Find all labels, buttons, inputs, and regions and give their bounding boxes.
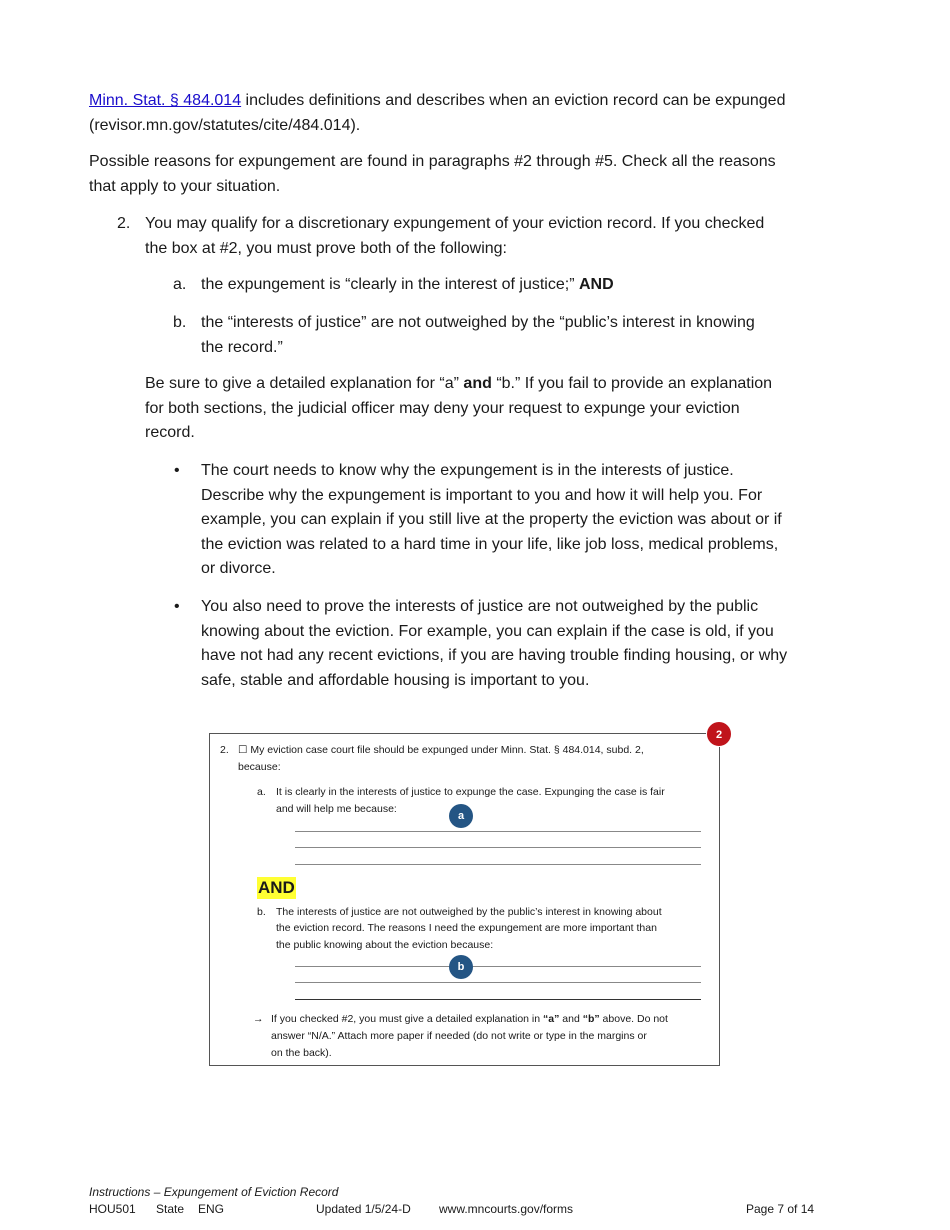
item-2-number: 2. (117, 215, 131, 232)
answer-line-b-3 (295, 999, 701, 1000)
bullet-1-text (201, 459, 861, 582)
bullet-2-line-2: knowing about the eviction. For example, you can explain if the case is old, if you (201, 622, 774, 640)
footer-state: State (156, 1202, 185, 1216)
callout-b-badge: b (449, 955, 473, 979)
reasons-line-1: Possible reasons for expungement are found in paragraphs #2 through #5. Check all the reasons (89, 153, 776, 170)
note-b: “b” (582, 1013, 600, 1025)
intro-line-2: (revisor.mn.gov/statutes/cite/484.014). (89, 116, 361, 134)
bullet-2-line-4: safe, stable and affordable housing is important to you. (201, 671, 590, 689)
item-2-line-2: the box at #2, you must prove both of the following: (145, 239, 507, 257)
sub-b-line-1: the “interests of justice” are not outweighed by the “public’s interest in knowing (201, 314, 755, 331)
and-highlight: AND (258, 878, 295, 897)
bullet-1-dot: • (174, 462, 180, 479)
explanation-and: and (463, 375, 492, 392)
form-item-number: 2. (220, 744, 229, 756)
footer-updated: Updated 1/5/24-D (316, 1202, 411, 1216)
form-note-line-1 (271, 1011, 668, 1028)
form-b-line-2: the eviction record. The reasons I need the expungement are more important than (276, 922, 657, 934)
answer-line-b-2 (295, 982, 701, 983)
note-a: “a” (543, 1013, 560, 1025)
sub-a-label: a. (173, 276, 187, 293)
form-a-line-2: and will help me because: (276, 803, 397, 815)
form-a-label: a. (257, 786, 266, 798)
form-note-line-3: on the back). (271, 1047, 332, 1059)
explanation-line-1 (145, 372, 865, 397)
explanation-pre: Be sure to give a detailed explanation for “a” (145, 375, 464, 392)
explanation-line-2: for both sections, the judicial officer may deny your request to expunge your eviction (145, 399, 740, 417)
statute-link[interactable]: Minn. Stat. § 484.014 (89, 92, 242, 109)
footer-page: Page 7 of 14 (746, 1202, 815, 1216)
note-post: above. Do not (599, 1013, 668, 1025)
bullet-1-line-3: example, you can explain if you still live at the property the eviction was about or if (201, 511, 782, 528)
answer-line-a-1 (295, 831, 701, 832)
explanation-line-3: record. (145, 424, 195, 441)
sub-a-and: AND (578, 276, 614, 293)
sub-b-label: b. (173, 314, 187, 331)
bullet-1-line-1: The court needs to know why the expungement is in the interests of justice. (201, 462, 734, 479)
intro-line-1-text: includes definitions and describes when an eviction record can be expunged (241, 92, 786, 109)
item-2-line-1: You may qualify for a discretionary expungement of your eviction record. If you checked (145, 215, 765, 232)
checkbox-icon: ☐ (238, 744, 248, 756)
bullet-2-text (201, 595, 861, 693)
form-b-line-3: the public knowing about the eviction because: (276, 939, 494, 951)
sub-b-text (201, 311, 861, 360)
intro-line-1 (89, 89, 849, 114)
answer-line-b-1 (295, 966, 701, 967)
note-mid: and (559, 1013, 583, 1025)
bullet-1-line-2: Describe why the expungement is important to you and how it will help you. For (201, 486, 763, 504)
reasons-paragraph (89, 150, 849, 199)
bullet-1-line-5: or divorce. (201, 560, 276, 577)
form-item-line-1 (238, 742, 644, 759)
footer-language: ENG (198, 1202, 225, 1216)
bullet-2-line-1: You also need to prove the interests of justice are not outweighed by the public (201, 598, 759, 615)
bullet-2-dot: • (174, 598, 180, 615)
form-a-line-1: It is clearly in the interests of justice to expunge the case. Expunging the case is fair (276, 786, 665, 798)
footer-title: Instructions – Expungement of Eviction Record (89, 1185, 339, 1199)
explanation-post: “b.” If you fail to provide an explanation (491, 375, 773, 392)
bullet-2-line-3: have not had any recent evictions, if you are having trouble finding housing, or why (201, 647, 788, 664)
bullet-1-line-4: the eviction was related to a hard time in your life, like job loss, medical problems, (201, 535, 779, 553)
arrow-icon: → (253, 1013, 264, 1025)
callout-a-badge: a (449, 804, 473, 828)
footer-url: www.mncourts.gov/forms (439, 1202, 574, 1216)
explanation-paragraph (145, 372, 865, 446)
answer-line-a-2 (295, 847, 701, 848)
form-item-line-2: because: (238, 761, 281, 773)
form-b-line-1: The interests of justice are not outweighed by the public’s interest in knowing about (276, 906, 662, 918)
footer-form-id: HOU501 (89, 1202, 136, 1216)
sub-a-text (201, 273, 861, 298)
sub-b-line-2: the record.” (201, 338, 283, 356)
intro-paragraph (89, 89, 849, 138)
form-note-line-2: answer “N/A.” Attach more paper if needed (do not write or type in the margins or (271, 1030, 647, 1042)
answer-line-a-3 (295, 864, 701, 865)
sub-a-body: the expungement is “clearly in the interest of justice;” (201, 276, 579, 293)
note-pre: If you checked #2, you must give a detailed explanation in (271, 1013, 544, 1025)
item-2-text (145, 212, 865, 261)
callout-2-badge: 2 (706, 721, 732, 747)
reasons-line-2: that apply to your situation. (89, 177, 281, 195)
form-b-label: b. (257, 906, 266, 918)
form-excerpt (209, 733, 720, 1066)
form-line-1-text: My eviction case court file should be expunged under Minn. Stat. § 484.014, subd. 2, (250, 744, 644, 756)
